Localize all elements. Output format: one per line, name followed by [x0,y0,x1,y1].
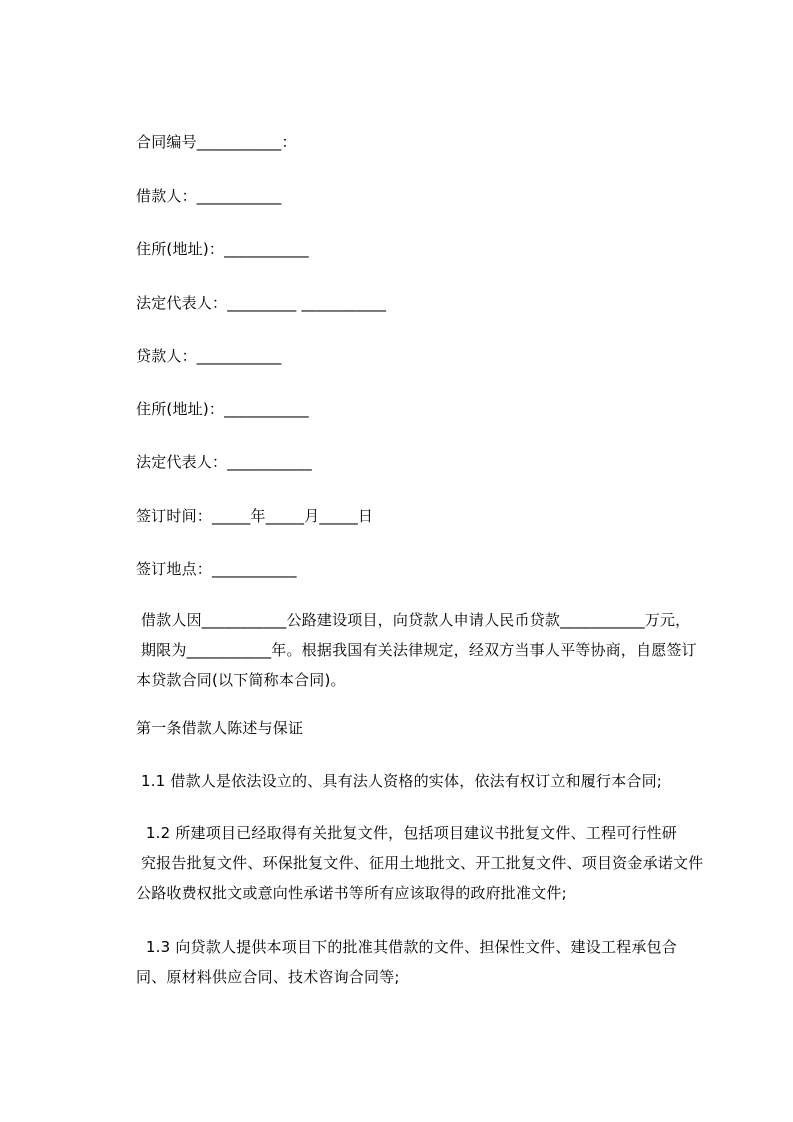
borrower-address-field: 住所(地址)：___________ [136,240,309,258]
clause-line: 公路收费权批文或意向性承诺书等所有应该取得的政府批准文件; [136,884,567,902]
intro-line: 期限为___________年。根据我国有关法律规定，经双方当事人平等协商，自愿签订 [136,641,697,659]
lender-address-field: 住所(地址)：___________ [136,400,309,418]
intro-paragraph [136,605,716,695]
clause-1-2 [136,818,716,908]
signing-place-field: 签订地点：___________ [136,560,297,578]
signing-date-field: 签订时间：_____年_____月_____日 [136,507,374,525]
borrower-field: 借款人：___________ [136,187,282,205]
clause-line: 究报告批复文件、环保批复文件、征用土地批文、开工批复文件、项目资金承诺文件 [136,854,704,872]
lender-representative-field: 法定代表人：___________ [136,453,312,471]
clause-line: 1.2 所建项目已经取得有关批复文件，包括项目建议书批复文件、工程可行性研 [136,824,677,842]
contract-number-field: 合同编号___________： [136,133,297,151]
borrower-representative-field: 法定代表人：_________ ___________ [136,294,387,312]
lender-field: 贷款人：___________ [136,347,282,365]
clause-line: 同、原材料供应合同、技术咨询合同等; [136,968,400,986]
article-1-title: 第一条借款人陈述与保证 [136,719,304,737]
intro-line: 借款人因___________公路建设项目，向贷款人申请人民币贷款___________万元， [136,611,691,629]
clause-1-3 [136,932,716,992]
intro-line: 本贷款合同(以下简称本合同)。 [136,671,346,689]
clause-1-1: 1.1 借款人是依法设立的、具有法人资格的实体，依法有权订立和履行本合同; [136,772,663,790]
clause-line: 1.3 向贷款人提供本项目下的批准其借款的文件、担保性文件、建设工程承包合 [136,938,677,956]
